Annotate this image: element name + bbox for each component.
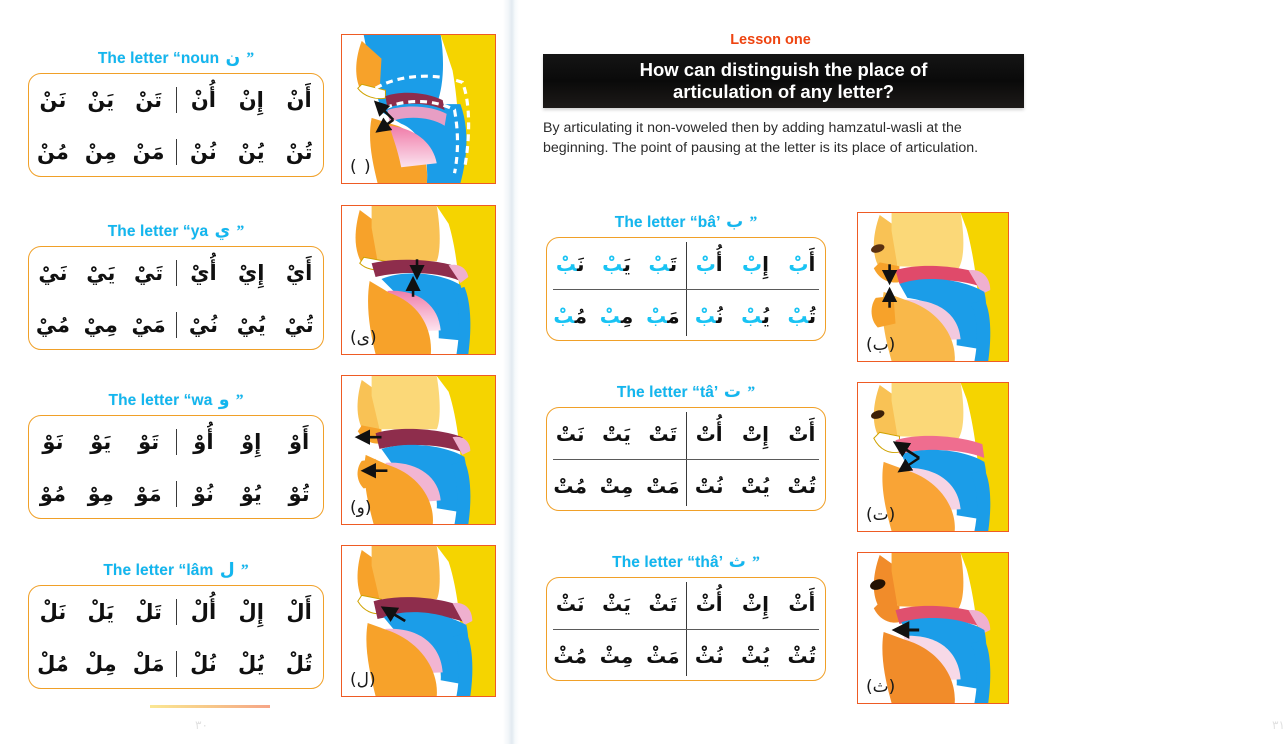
syllable-row: [29, 638, 323, 690]
syllable-cell: مَلْ: [132, 652, 165, 676]
section-title-ta: [546, 382, 826, 402]
title-suffix: ”: [235, 392, 244, 409]
syllable-cell: يَثْ: [602, 592, 631, 616]
title-prefix: The letter “bâ’: [614, 214, 720, 231]
syllable-cell: أُب: [695, 252, 723, 276]
banner-line-2: articulation of any letter?: [672, 81, 894, 102]
section-title-ya: [28, 221, 324, 241]
syllable-cell: مُلْ: [37, 652, 69, 676]
syllable-cell: يُب: [741, 304, 770, 328]
syllable-cell: نَلْ: [39, 600, 67, 624]
syllable-cell: أَنْ: [286, 88, 312, 112]
title-suffix: ”: [236, 223, 245, 240]
page-bleed-strip: [150, 705, 270, 708]
diagram-label-ta: (ت): [866, 505, 896, 525]
syllable-cell: مُنْ: [36, 140, 69, 164]
syllable-box-ta: [546, 407, 826, 511]
syllable-cell: يُيْ: [236, 313, 266, 337]
syllable-cell: تَثْ: [648, 592, 678, 616]
syllable-cell: تُيْ: [284, 313, 314, 337]
row-divider: [176, 260, 177, 286]
syllable-cell: يُنْ: [237, 140, 265, 164]
syllable-cell: نُلْ: [190, 652, 217, 676]
row-divider: [176, 429, 177, 455]
syllable-cell: إِب: [742, 252, 769, 276]
syllable-row: [547, 578, 825, 630]
title-prefix: The letter “thâ’: [612, 554, 723, 571]
syllable-cell: نُثْ: [694, 644, 724, 668]
title-prefix: The letter “lâm: [103, 562, 214, 579]
syllable-row: [547, 408, 825, 460]
title-suffix: ”: [246, 50, 255, 67]
syllable-row: [29, 126, 323, 178]
section-title-noun: [28, 48, 324, 68]
section-ba: [546, 212, 826, 341]
syllable-cell: أَتْ: [788, 422, 816, 446]
row-divider: [176, 312, 177, 338]
syllable-cell: إِلْ: [238, 600, 264, 624]
syllable-cell: نُوْ: [192, 482, 214, 506]
lesson-intro-paragraph: By articulating it non-voweled then by adding hamzatul-wasli at the beginning. The point of pausing at the letter is its place of articulation.: [543, 120, 979, 157]
diagram-label-tha: (ث): [866, 677, 896, 697]
diagram-label-noun: ( ): [350, 157, 372, 177]
diagram-label-ba: (ب): [866, 335, 896, 355]
vocal-tract-diagram-tha: [857, 552, 1009, 704]
section-tha: [546, 552, 826, 681]
syllable-box-tha: [546, 577, 826, 681]
title-suffix: ”: [752, 554, 760, 571]
row-divider: [176, 481, 177, 507]
syllable-cell: نَثْ: [555, 592, 585, 616]
syllable-cell: مِتْ: [599, 474, 634, 498]
section-title-tha: [546, 552, 826, 572]
syllable-cell: أُنْ: [190, 88, 216, 112]
syllable-cell: يُتْ: [741, 474, 770, 498]
syllable-cell: إِنْ: [238, 88, 264, 112]
syllable-cell: أُلْ: [190, 600, 217, 624]
title-arabic-letter: و: [218, 390, 230, 410]
syllable-cell: تُب: [787, 304, 817, 328]
syllable-cell: مُب: [553, 304, 587, 328]
syllable-cell: تُنْ: [285, 140, 313, 164]
syllable-cell: مِلْ: [84, 652, 117, 676]
syllable-row: [29, 416, 323, 468]
title-arabic-letter: ت: [723, 382, 741, 402]
syllable-cell: تُوْ: [288, 482, 310, 506]
syllable-cell: يُثْ: [741, 644, 770, 668]
syllable-cell: مُتْ: [553, 474, 587, 498]
syllable-cell: نُنْ: [190, 140, 217, 164]
right-page: [512, 0, 1285, 744]
banner-line-1: How can distinguish the place of: [639, 59, 928, 81]
syllable-cell: نَنْ: [39, 88, 67, 112]
title-suffix: ”: [749, 214, 758, 231]
syllable-cell: تَنْ: [135, 88, 162, 112]
diagram-label-lam: (ل): [350, 670, 376, 690]
syllable-cell: تُتْ: [787, 474, 817, 498]
syllable-cell: مَوْ: [135, 482, 162, 506]
title-prefix: The letter “wa: [108, 392, 213, 409]
diagram-label-ya: (ى): [350, 328, 377, 348]
syllable-cell: أَثْ: [788, 592, 816, 616]
syllable-row: [547, 290, 825, 342]
syllable-cell: نَيْ: [38, 261, 68, 285]
syllable-cell: مِيْ: [83, 313, 118, 337]
syllable-box-ba: [546, 237, 826, 341]
row-divider: [176, 651, 177, 677]
syllable-row: [547, 238, 825, 290]
section-ta: [546, 382, 826, 511]
syllable-cell: يُوْ: [240, 482, 262, 506]
title-suffix: ”: [240, 562, 249, 579]
syllable-cell: مَب: [646, 304, 680, 328]
title-suffix: ”: [747, 384, 756, 401]
syllable-row: [547, 630, 825, 682]
title-arabic-letter: ل: [219, 560, 235, 580]
vocal-tract-diagram-ta: [857, 382, 1009, 532]
title-arabic-letter: ب: [726, 212, 744, 232]
syllable-row: [29, 299, 323, 351]
syllable-cell: مِوْ: [87, 482, 114, 506]
title-prefix: The letter “tâ’: [616, 384, 718, 401]
syllable-cell: مِثْ: [599, 644, 634, 668]
syllable-cell: تَيْ: [134, 261, 164, 285]
syllable-cell: يَيْ: [86, 261, 116, 285]
syllable-cell: مَتْ: [646, 474, 680, 498]
syllable-cell: نُب: [694, 304, 724, 328]
syllable-cell: تَوْ: [138, 430, 160, 454]
syllable-box-lam: [28, 585, 324, 689]
syllable-cell: إِيْ: [238, 261, 265, 285]
syllable-cell: إِثْ: [742, 592, 769, 616]
syllable-cell: تَلْ: [135, 600, 162, 624]
row-divider: [176, 599, 177, 625]
syllable-box-ya: [28, 246, 324, 350]
row-divider: [176, 139, 177, 165]
row-divider: [176, 87, 177, 113]
syllable-cell: يَلْ: [87, 600, 115, 624]
syllable-cell: مِنْ: [84, 140, 117, 164]
syllable-cell: أَيْ: [285, 261, 313, 285]
diagram-label-wa: (و): [350, 498, 372, 518]
title-arabic-letter: ن: [225, 48, 241, 68]
syllable-cell: أُتْ: [695, 422, 723, 446]
syllable-cell: نُتْ: [694, 474, 724, 498]
syllable-cell: مُوْ: [39, 482, 67, 506]
syllable-cell: تَتْ: [648, 422, 678, 446]
syllable-cell: مِب: [599, 304, 634, 328]
syllable-cell: نَب: [555, 252, 585, 276]
lesson-kicker: Lesson one: [730, 32, 811, 48]
section-title-lam: [28, 560, 324, 580]
syllable-cell: يَنْ: [87, 88, 115, 112]
syllable-cell: أُوْ: [193, 430, 214, 454]
vocal-tract-diagram-lam: [341, 545, 496, 697]
section-ya: [28, 221, 324, 350]
section-wa: [28, 390, 324, 519]
syllable-row: [29, 586, 323, 638]
title-arabic-letter: ي: [214, 221, 231, 241]
syllable-cell: مُثْ: [553, 644, 587, 668]
syllable-cell: إِتْ: [742, 422, 769, 446]
section-lam: [28, 560, 324, 689]
syllable-cell: نُيْ: [188, 313, 218, 337]
vocal-tract-diagram-noun: [341, 34, 496, 184]
syllable-cell: يَب: [602, 252, 631, 276]
syllable-cell: يَوْ: [90, 430, 112, 454]
syllable-cell: نَتْ: [555, 422, 585, 446]
syllable-cell: أُيْ: [190, 261, 217, 285]
lesson-question-banner: [543, 54, 1024, 108]
left-page: [0, 0, 512, 744]
syllable-cell: يُلْ: [237, 652, 265, 676]
vocal-tract-diagram-ya: [341, 205, 496, 355]
syllable-cell: إِوْ: [241, 430, 262, 454]
syllable-row: [29, 74, 323, 126]
syllable-cell: تُثْ: [787, 644, 817, 668]
syllable-cell: مَنْ: [132, 140, 165, 164]
section-title-wa: [28, 390, 324, 410]
page-number-left: ٣٠: [195, 718, 208, 732]
syllable-cell: أَوْ: [288, 430, 310, 454]
syllable-cell: أَب: [788, 252, 816, 276]
syllable-cell: يَتْ: [602, 422, 631, 446]
syllable-cell: تَب: [648, 252, 678, 276]
syllable-cell: أُثْ: [695, 592, 723, 616]
syllable-cell: أَلْ: [286, 600, 312, 624]
syllable-cell: مُيْ: [35, 313, 71, 337]
vocal-tract-diagram-ba: [857, 212, 1009, 362]
syllable-row: [29, 247, 323, 299]
page-number-right: ٣١: [1272, 718, 1285, 732]
title-prefix: The letter “noun: [97, 50, 220, 67]
syllable-row: [547, 460, 825, 512]
section-title-ba: [546, 212, 826, 232]
section-noun: [28, 48, 324, 177]
syllable-cell: مَثْ: [646, 644, 680, 668]
title-arabic-letter: ث: [728, 552, 746, 572]
vocal-tract-diagram-wa: [341, 375, 496, 525]
syllable-cell: تُلْ: [285, 652, 313, 676]
syllable-row: [29, 468, 323, 520]
syllable-cell: نَوْ: [42, 430, 64, 454]
title-prefix: The letter “ya: [107, 223, 209, 240]
syllable-box-noun: [28, 73, 324, 177]
syllable-cell: مَيْ: [131, 313, 166, 337]
syllable-box-wa: [28, 415, 324, 519]
